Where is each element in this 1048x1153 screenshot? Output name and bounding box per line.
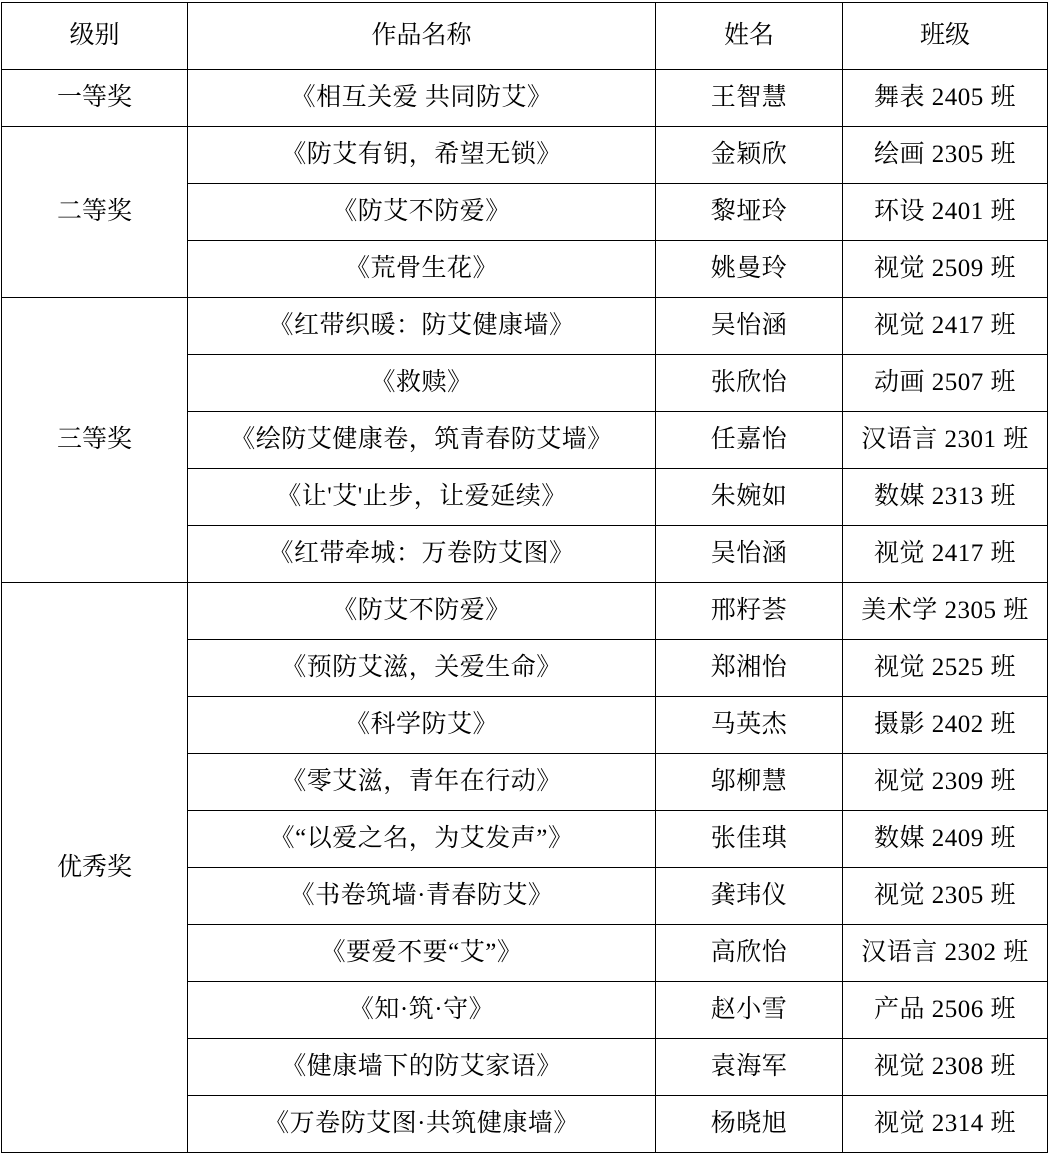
student-name-cell: 张佳琪: [656, 811, 843, 868]
student-name-cell: 杨晓旭: [656, 1096, 843, 1153]
student-name-cell: 黎垭玲: [656, 184, 843, 241]
student-name-cell: 邬柳慧: [656, 754, 843, 811]
table-row: [2, 127, 1048, 184]
student-name-cell: 任嘉怡: [656, 412, 843, 469]
student-name-cell: 吴怡涵: [656, 526, 843, 583]
work-title-cell: 《绘防艾健康卷，筑青春防艾墙》: [188, 412, 656, 469]
class-cell: 视觉 2417 班: [843, 298, 1048, 355]
class-cell: 视觉 2314 班: [843, 1096, 1048, 1153]
student-name-cell: 高欣怡: [656, 925, 843, 982]
work-title-cell: 《零艾滋，青年在行动》: [188, 754, 656, 811]
class-cell: 美术学 2305 班: [843, 583, 1048, 640]
student-name-cell: 吴怡涵: [656, 298, 843, 355]
award-level-cell: 优秀奖: [2, 583, 188, 1153]
table-header-row: [2, 3, 1048, 70]
work-title-cell: 《“以爱之名，为艾发声”》: [188, 811, 656, 868]
class-cell: 视觉 2309 班: [843, 754, 1048, 811]
student-name-cell: 郑湘怡: [656, 640, 843, 697]
table-row: [2, 298, 1048, 355]
work-title-cell: 《万卷防艾图·共筑健康墙》: [188, 1096, 656, 1153]
class-cell: 汉语言 2301 班: [843, 412, 1048, 469]
student-name-cell: 龚玮仪: [656, 868, 843, 925]
award-level-cell: 三等奖: [2, 298, 188, 583]
student-name-cell: 袁海军: [656, 1039, 843, 1096]
class-cell: 汉语言 2302 班: [843, 925, 1048, 982]
table-row: [2, 583, 1048, 640]
work-title-cell: 《知·筑·守》: [188, 982, 656, 1039]
work-title-cell: 《防艾不防爱》: [188, 583, 656, 640]
column-header-level: 级别: [2, 3, 188, 70]
work-title-cell: 《红带牵城：万卷防艾图》: [188, 526, 656, 583]
student-name-cell: 朱婉如: [656, 469, 843, 526]
column-header-name: 姓名: [656, 3, 843, 70]
column-header-title: 作品名称: [188, 3, 656, 70]
class-cell: 数媒 2313 班: [843, 469, 1048, 526]
work-title-cell: 《书卷筑墙·青春防艾》: [188, 868, 656, 925]
award-results-table: [1, 2, 1048, 1153]
class-cell: 摄影 2402 班: [843, 697, 1048, 754]
work-title-cell: 《预防艾滋，关爱生命》: [188, 640, 656, 697]
class-cell: 视觉 2525 班: [843, 640, 1048, 697]
table-header: [2, 3, 1048, 70]
student-name-cell: 邢籽荟: [656, 583, 843, 640]
class-cell: 绘画 2305 班: [843, 127, 1048, 184]
work-title-cell: 《健康墙下的防艾家语》: [188, 1039, 656, 1096]
class-cell: 舞表 2405 班: [843, 70, 1048, 127]
work-title-cell: 《相互关爱 共同防艾》: [188, 70, 656, 127]
work-title-cell: 《救赎》: [188, 355, 656, 412]
award-level-cell: 二等奖: [2, 127, 188, 298]
work-title-cell: 《要爱不要“艾”》: [188, 925, 656, 982]
student-name-cell: 姚曼玲: [656, 241, 843, 298]
class-cell: 动画 2507 班: [843, 355, 1048, 412]
student-name-cell: 张欣怡: [656, 355, 843, 412]
student-name-cell: 金颖欣: [656, 127, 843, 184]
work-title-cell: 《防艾有钥，希望无锁》: [188, 127, 656, 184]
class-cell: 环设 2401 班: [843, 184, 1048, 241]
student-name-cell: 赵小雪: [656, 982, 843, 1039]
class-cell: 视觉 2308 班: [843, 1039, 1048, 1096]
class-cell: 视觉 2417 班: [843, 526, 1048, 583]
work-title-cell: 《科学防艾》: [188, 697, 656, 754]
award-level-cell: 一等奖: [2, 70, 188, 127]
work-title-cell: 《让'艾'止步，让爱延续》: [188, 469, 656, 526]
class-cell: 视觉 2509 班: [843, 241, 1048, 298]
class-cell: 产品 2506 班: [843, 982, 1048, 1039]
work-title-cell: 《防艾不防爱》: [188, 184, 656, 241]
student-name-cell: 马英杰: [656, 697, 843, 754]
table-body: [2, 70, 1048, 1153]
work-title-cell: 《红带织暖：防艾健康墙》: [188, 298, 656, 355]
student-name-cell: 王智慧: [656, 70, 843, 127]
class-cell: 视觉 2305 班: [843, 868, 1048, 925]
class-cell: 数媒 2409 班: [843, 811, 1048, 868]
work-title-cell: 《荒骨生花》: [188, 241, 656, 298]
column-header-class: 班级: [843, 3, 1048, 70]
table-row: [2, 70, 1048, 127]
